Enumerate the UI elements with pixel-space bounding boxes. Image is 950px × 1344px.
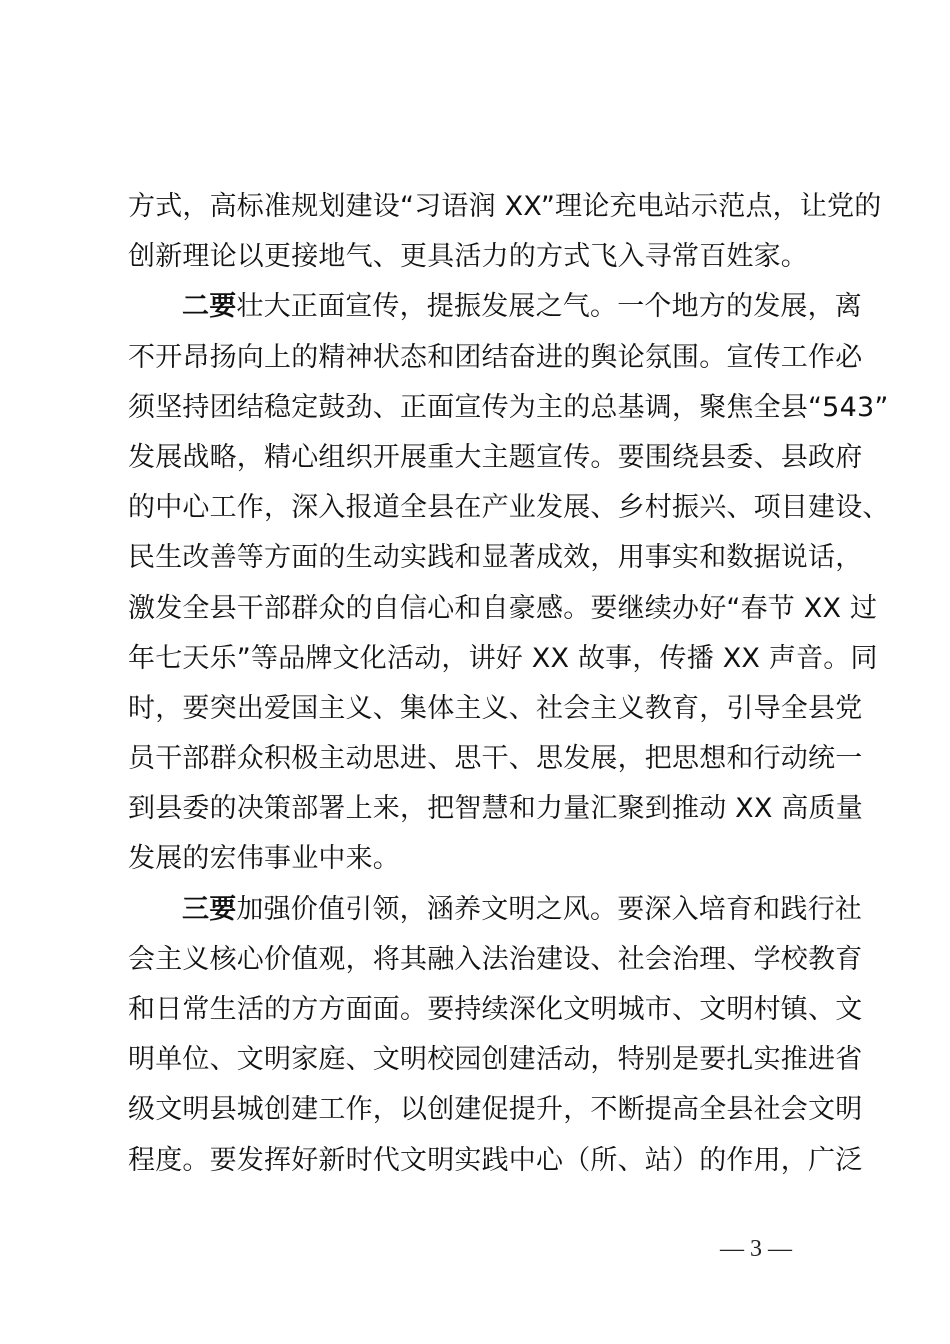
text-line: 级文明县城创建工作，以创建促提升，不断提高全县社会文明 xyxy=(128,1094,863,1126)
text-line: 发展战略，精心组织开展重大主题宣传。要围绕县委、县政府 xyxy=(128,441,863,473)
text-line: 程度。要发挥好新时代文明实践中心（所、站）的作用，广泛 xyxy=(128,1144,863,1176)
text-span: 壮大正面宣传，提振发展之气。一个地方的发展，离 xyxy=(236,291,863,323)
text-line: 创新理论以更接地气、更具活力的方式飞入寻常百姓家。 xyxy=(128,241,808,273)
paragraph-first-line xyxy=(128,282,863,332)
paragraph-lead: 三要 xyxy=(182,893,237,925)
text-line: 和日常生活的方方面面。要持续深化文明城市、文明村镇、文 xyxy=(128,994,863,1025)
text-line: 明单位、文明家庭、文明校园创建活动，特别是要扎实推进省 xyxy=(128,1044,863,1076)
text-span: 加强价值引领，涵养文明之风。要深入培育和践行社 xyxy=(236,893,863,925)
text-line: 到县委的决策部署上来，把智慧和力量汇聚到推动 XX 高质量 xyxy=(128,793,863,825)
text-line: 发展的宏伟事业中来。 xyxy=(128,843,400,875)
text-line: 的中心工作，深入报道全县在产业发展、乡村振兴、项目建设、 xyxy=(128,492,890,524)
text-line: 须坚持团结稳定鼓劲、正面宣传为主的总基调，聚焦全县“543” xyxy=(128,391,889,423)
body-text xyxy=(128,182,890,1186)
text-line: 方式，高标准规划建设“习语润 XX”理论充电站示范点，让党的 xyxy=(128,191,882,222)
text-line: 员干部群众积极主动思进、思干、思发展，把思想和行动统一 xyxy=(128,743,863,775)
text-line: 会主义核心价值观，将其融入法治建设、社会治理、学校教育 xyxy=(128,943,863,975)
text-line: 时，要突出爱国主义、集体主义、社会主义教育，引导全县党 xyxy=(128,692,863,724)
paragraph-first-line xyxy=(128,885,863,935)
page-number: — 3 — xyxy=(720,1236,792,1262)
text-line: 年七天乐”等品牌文化活动，讲好 XX 故事，传播 XX 声音。同 xyxy=(128,642,878,674)
text-line: 激发全县干部群众的自信心和自豪感。要继续办好“春节 XX 过 xyxy=(128,592,878,624)
text-line: 民生改善等方面的生动实践和显著成效，用事实和数据说话， xyxy=(128,542,863,574)
text-line: 不开昂扬向上的精神状态和团结奋进的舆论氛围。宣传工作必 xyxy=(128,341,863,373)
paragraph-lead: 二要 xyxy=(182,291,237,323)
